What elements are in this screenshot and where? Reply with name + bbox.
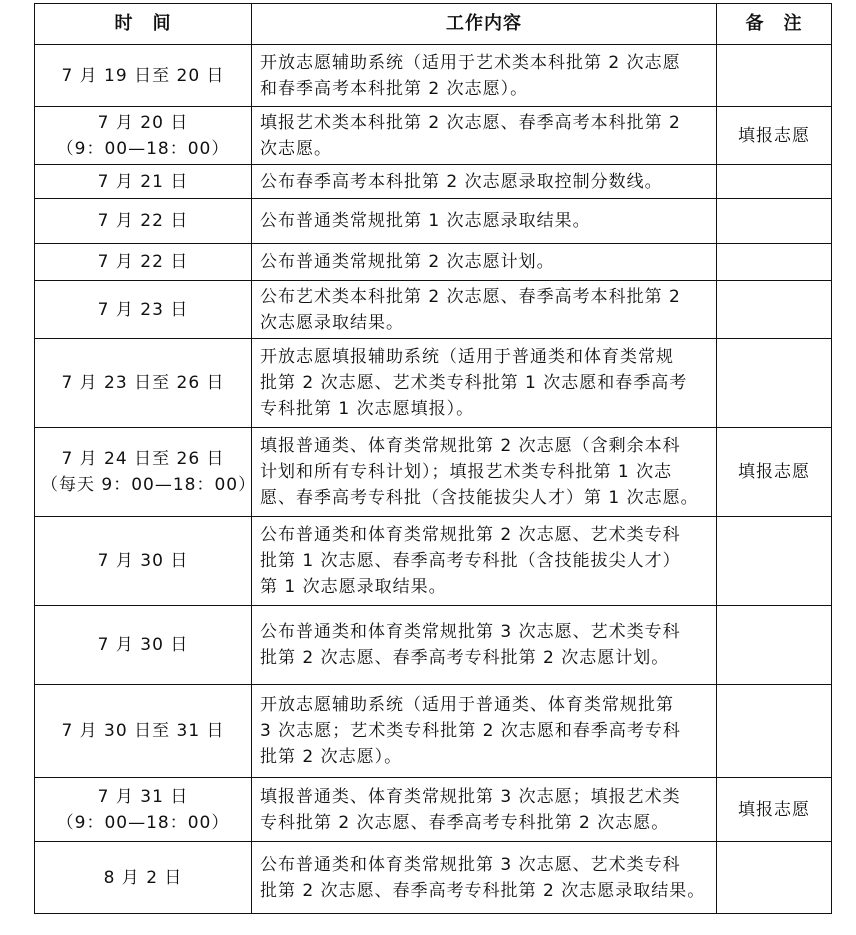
time-line: 7 月 22 日 [97, 211, 189, 231]
note-cell [717, 199, 832, 244]
time-cell [35, 165, 252, 199]
content-line: 和春季高考本科批第 2 次志愿）。 [260, 78, 529, 99]
time-line: 7 月 20 日 [97, 112, 189, 133]
table-row [35, 842, 832, 914]
content-line: 开放志愿辅助系统（适用于普通类、体育类常规批第 [260, 695, 674, 715]
content-cell [252, 428, 717, 517]
table-row [35, 685, 832, 778]
note-cell [717, 45, 832, 107]
content-cell [252, 842, 717, 914]
time-cell [35, 339, 252, 428]
time-line: 7 月 21 日 [97, 171, 189, 192]
content-cell [252, 244, 717, 281]
content-line: 开放志愿填报辅助系统（适用于普通类和体育类常规 [260, 347, 674, 367]
content-line: 批第 1 次志愿、春季高考专科批（含技能拔尖人才） [260, 551, 681, 571]
content-line: 次志愿录取结果。 [260, 312, 404, 333]
note-cell: 填报志愿 [717, 107, 832, 165]
note-cell [717, 339, 832, 428]
time-line: （9：00—18：00） [56, 138, 230, 159]
content-cell [252, 685, 717, 778]
content-line: 填报艺术类本科批第 2 次志愿、春季高考本科批第 2 [260, 112, 681, 133]
content-line: 次志愿。 [260, 138, 332, 159]
time-line: 7 月 22 日 [97, 252, 189, 272]
content-line: 开放志愿辅助系统（适用于艺术类本科批第 2 次志愿 [260, 52, 681, 73]
note-cell: 填报志愿 [717, 778, 832, 842]
content-line: 计划和所有专科计划）；填报艺术类专科批第 1 次志 [260, 462, 673, 482]
table-row [35, 45, 832, 107]
time-line: 7 月 19 日至 20 日 [61, 65, 225, 86]
time-cell [35, 606, 252, 685]
time-cell [35, 107, 252, 165]
table-row [35, 107, 832, 165]
content-line: 愿、春季高考专科批（含技能拔尖人才）第 1 次志愿。 [260, 488, 699, 508]
content-cell [252, 165, 717, 199]
table-row [35, 281, 832, 339]
time-cell [35, 428, 257, 517]
content-line: 公布普通类常规批第 1 次志愿录取结果。 [260, 211, 591, 231]
content-cell [252, 778, 717, 842]
time-line: （每天 9：00—18：00） [41, 475, 257, 495]
content-line: 公布普通类和体育类常规批第 2 次志愿、艺术类专科 [260, 525, 681, 545]
table-row [35, 165, 832, 199]
content-line: 3 次志愿；艺术类专科批第 2 次志愿和春季高考专科 [260, 721, 681, 741]
table-row [35, 339, 832, 428]
content-line: 批第 2 次志愿、艺术类专科批第 1 次志愿和春季高考 [260, 373, 688, 393]
table-row [35, 517, 832, 606]
header-content: 工作内容 [252, 4, 717, 45]
content-cell [252, 199, 717, 244]
time-line: 7 月 30 日 [97, 635, 189, 655]
header-time: 时 间 [35, 4, 252, 45]
note-cell [717, 685, 832, 778]
time-line: 7 月 31 日 [97, 786, 189, 807]
content-line: 公布春季高考本科批第 2 次志愿录取控制分数线。 [260, 171, 663, 192]
table-row [35, 606, 832, 685]
time-line: 7 月 23 日 [97, 299, 189, 320]
time-cell [35, 685, 252, 778]
note-cell [717, 842, 832, 914]
content-cell [252, 606, 717, 685]
content-line: 填报普通类、体育类常规批第 3 次志愿；填报艺术类 [260, 786, 681, 807]
note-cell [717, 606, 832, 685]
table-row [35, 244, 832, 281]
content-line: 公布普通类和体育类常规批第 3 次志愿、艺术类专科 [260, 622, 681, 642]
note-cell: 填报志愿 [717, 428, 832, 517]
table-row [35, 778, 832, 842]
content-cell [252, 339, 717, 428]
content-line: 批第 2 次志愿）。 [260, 747, 403, 767]
content-line: 专科批第 2 次志愿、春季高考专科批第 2 次志愿。 [260, 812, 670, 833]
note-cell [717, 244, 832, 281]
note-cell [717, 165, 832, 199]
table-row [35, 428, 832, 517]
header-note: 备 注 [717, 4, 832, 45]
content-line: 填报普通类、体育类常规批第 2 次志愿（含剩余本科 [260, 436, 681, 456]
time-cell [35, 842, 252, 914]
content-cell [252, 517, 717, 606]
time-line: 7 月 23 日至 26 日 [61, 373, 225, 393]
time-cell [35, 45, 252, 107]
content-line: 公布普通类和体育类常规批第 3 次志愿、艺术类专科 [260, 854, 681, 875]
time-cell [35, 281, 252, 339]
content-cell [252, 107, 717, 165]
content-line: 第 1 次志愿录取结果。 [260, 577, 447, 597]
schedule-table [34, 3, 832, 914]
time-line: 7 月 24 日至 26 日 [61, 449, 225, 469]
time-cell [35, 244, 252, 281]
note-cell [717, 517, 832, 606]
time-line: （9：00—18：00） [56, 812, 230, 833]
time-line: 7 月 30 日 [97, 551, 189, 571]
content-cell [252, 281, 717, 339]
content-line: 公布艺术类本科批第 2 次志愿、春季高考本科批第 2 [260, 286, 681, 307]
table-row [35, 199, 832, 244]
time-line: 8 月 2 日 [103, 867, 183, 888]
time-cell [35, 517, 252, 606]
time-cell [35, 778, 252, 842]
time-line: 7 月 30 日至 31 日 [61, 721, 225, 741]
content-line: 批第 2 次志愿、春季高考专科批第 2 次志愿录取结果。 [260, 880, 706, 901]
time-cell [35, 199, 252, 244]
note-cell [717, 281, 832, 339]
content-line: 批第 2 次志愿、春季高考专科批第 2 次志愿计划。 [260, 648, 670, 668]
content-line: 公布普通类常规批第 2 次志愿计划。 [260, 252, 555, 272]
content-cell [252, 45, 717, 107]
content-line: 专科批第 1 次志愿填报）。 [260, 399, 475, 419]
header-row [35, 4, 832, 45]
